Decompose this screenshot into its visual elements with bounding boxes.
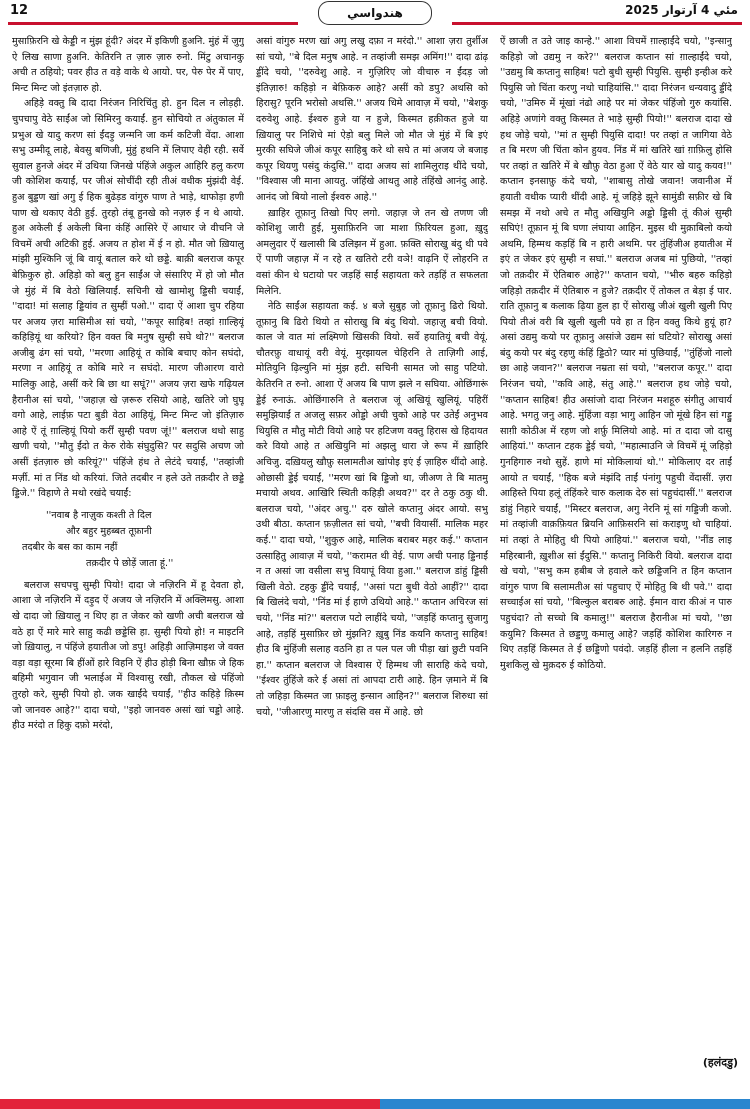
article-body bbox=[12, 34, 740, 1074]
poem-line: ''नवाब है नाज़ुक कश्ती ते दिल bbox=[46, 509, 152, 521]
header-rule-left bbox=[8, 22, 298, 25]
column-3 bbox=[500, 34, 732, 1074]
poem-line: तदबीर के बस का काम नहीं bbox=[22, 541, 118, 553]
paragraph: नेठि साईंअ सहायता कई. ४ बजे सुबुह जो तूफ़ानु ढिरो थियो. तूफ़ानु बि ढिरो थियो त सोराखु बि बंदु थियो. जहाज़ु बची वियो. काल जे वात मां लक्ष्मिणो खिसकी वियो. सर्वे हयातियूं बची वेयूं. चौतरफ़ु वाधायूं वरी वेयूं. मुरझायल चेहिरनि ते ताज़िगी आई, मोतियुनि ढ़िल्युनि मां मुंझ हटी. सचिनी सामत जो साहु पटियो. केतिरनि त रुनो. आशा ऐं अजय बि पाण झले न सघिया. ओछिंगारूं ड्डेई रुनाऊं. ओछिंगारुनि ते बलराज जूं अखियूं खुलियूं. पहिरीं समुझियाईं त अजलु सफ़र ओड्डो अची चुको आहे पर उतेईं अनुभव थियुसि त मौतु मोटी वियो आहे पर हटिजण वक्तु हिरास खे हिदायत करे वियो आहे त अखियुनि मां अझलु धारा जे रूप में ख़ाहिरि अचिजु. दख़ियलु खौफ़ु सलामतीअ खांपोइ इएं ई ज़ाहिरु थींदो आहे. ओछासी ड्डेई चयाईं, ''मरण खां बि ड्डिजो था, जीअण ते बि मातमु मचायो अथव. आखिरि स्थिती कहिड़ी अथव?'' दर ते ठकु ठकु थी. बलराज चयो, ''अंदर अचु.'' दरु खोले कप्तानु अंदर आयो. सभु उथी बीठा. कप्तान फ़ज़ीलत सां चयो, ''बची वियासीं. मालिक महर कई.'' दादा चयो, ''शुकुरु आहे, मालिक बराबर महर कई.'' कप्तान उत्साहितु आवाज़ में चयो, ''करामत थी वेई. पाण अची पनाह ड्डिनाईं न त असां जा वसीला सभु वियापूं विया हुआ.'' बलराज डांहुं ड्डिसी खिली वेठो. टहकु ड्डींदे चयाईं, ''असां पटा बुधी वेठो आहीं?'' दादा बि खिलंदे चयो, ''निंड मां ई हाणे उथियो आहे.'' कप्तान अचिरज सां चयो, ''निंड मां?'' बलराज पटो लाहींदे चयो, ''जड़हिं कप्तानु सुजागु आहे, तड़हिं मुसाफ़िर छो मुंझनि? ख़ुबु निंड कयनि कप्तानु साहिब! हीउ बि मुंहिंजी सलाह वठनि हा त पल पल जी पीड़ा खां छुटी पवनि हा.'' कप्तान बलराज जे विश्वास ऐं हिम्मथ जी साराहि कंदे चयो, ''ईश्वर तुंहिंजे करे ई असां तां आपदा टारी आहे. हिन ज़माने में बि तो जहिड़ा किस्मत जा फ़ाइलु इन्सान आहिन?'' बलराज शिरुधा सां चयो, ''जीआरणु मारणु त संदसि वस में आहे. छो bbox=[256, 301, 488, 718]
paragraph: बलराज सचपचु सुम्ही पियो! दादा जे नज़िरनि में हू देवता हो, आशा जे नज़िरनि में दड़ुद ऐं अजय जे नज़िरनि में अक्लिमसु. आशा खे दादा जो ख़ियालु न थिए हा त जेकर को खणी अची बलराज खे वठे हा ऐं मारे मारे साहु कढी छड्डेसि हा. सुम्ही पियो हो! न माइटनि जो ख़ियालु, न पंहिंजे हयातीअ जो डपु! अहिड़ी आज़िमाइश जे वक्त वड़ा वड़ा सूरमा बि हींओं हारे विहनि ऐं हीउ होड़ी बिना खौफ़ जे हिक बहिमी भगुवान जी भलाईअ में विश्वासु रखी, तौकल खे पंहिंजो तुरहो करे, सुम्ही पियो हो. जक खाईंदे चयाईं, ''हीउ कहिड़े क़िस्म जो जानवरु आहे?'' दादा चयो, ''इहो जानवरु असां खां चड्डो आहे. हीउ मरंदो त हिकु दफ़ो मरंदो, bbox=[12, 579, 244, 732]
poem-line: और बहुर मुहब्बत तूफ़ानी bbox=[66, 525, 152, 537]
poem-block bbox=[12, 508, 244, 572]
paragraph: ऐं छाजी त उते जाइ कान्हे.'' आशा विचमें ग़ाल्हाईंदे चयो, ''इन्सानु कहिड़ो जो उद्यमु न करे?'' बलराज कप्तान सां ग़ाल्हाईंदे चयो, ''उद्यमु बि कप्तानु साहिब! पटो बुधी सुम्ही पियुसि. सुम्ही इन्हीअ करे पियुसि जो चिंता करणु नथो चाहियांसि.'' दादा निरंजन धन्यवादु ड्डींदे चयो, ''उमिरु में मूंखां नंढो आहे पर मां जेकर पंहिंजो गुरु कयांसि. अहिड़े अणांगे वक्तु किस्मत ते भाड़े सुम्ही पियो!'' बलराज दादा खे हथ जोड़े चयो, ''मां त सुम्ही पियुसि दादा! पर तव्हां त जागिया वेठे त बि मरण जी चिंता कोन हुयव. निंड में मां खतिरे खां ग़ाफ़िलु होसि पर तव्हां त खतिरे में बे खौफ़ु वेठा हुआ ऐं वेठे यार खे यादु कयव!'' कप्तान इनसाफ़ु कंदे चयो, ''शाबासु तोखे जवान! जवानीअ में हयाती वधीक प्यारी थींदी आहे. मूं जहिड़े झूने सामुंडी सफ़ीर खे बि समझ में नथो अचे त मौतु अखियुनि अड्डो ड्डिसी तूं कीअं सुम्ही सघिएं! तूफ़ान मूं बि घणा लंघाया आहिन. मुइस थी मुक़ाबिलो कयो अथमि, हिम्मथ कड़हिं बि न हारी अथमि. पर तुंहिंजीअ हयातीअ में इएं त जेकर इएं सुम्ही न सघां.'' बलराज अजब मां पुछियो, ''तव्हां जो तक़दीर में ऐतिबारु आहे?'' कप्तान चयो, ''भीरु बहरु कहिड़ो जहिड़ो तक़दीर में ऐतिबारु न हुजे? तक़दीर ऐं तोकल त बेड़ा ई पार. राति तूफ़ानु ब कलाक ढ़िया हुल हा ऐं सोराखु जीअं खुली खुली पिए पियो तीअं वरी बि खुली खुली पवे हा त हिन वक्तु किथे हुयूं हा? असां उद्यमु कयो पर तूफ़ानु असांजे उद्यम सां घटियो? सोराखु असां बंदु कयो पर बंदु रहणु कंहिं ड्डिठो? प्यार मां पुछियाईं, ''तुंहिंजो नालो छा आहे जवान?'' बलराज नम्रता सां चयो, ''बलराज कपूर.'' दादा निरंजन चयो, ''कवि आहे, संतु आहे.'' बलराज हथ जोड़े चयो, ''कप्तान साहिब! हीउ असांजो दादा निरंजन मशहूरु संगीतु आचार्य आहे. भगतु जनु आहे. मुंहिंजा वड़ा भागु आहिन जो मूंखे हिन सां गड्डु साग़ी कोठीअ में रहण जो शर्फ़ु मिलियो आहे. मां त दादा जो दासु आहियां.'' कप्तान टहक ड्डेई चयो, ''महात्माउनि जे विचमें मूं जहिड़ो गुनहिगारु नथो सुहें. हाणे मां मोकिलायां थो.'' मोकिलाए दर ताईं आयो त चयाईं, ''हिक बजे मंझंदि ताईं पंनांगु पहुची वेंदासीं. ज़रा आहिस्ते पिया हलूं तंहिंकरे चारु कलाक देरु सां पहुचंदासीं.'' बलराज डांहुं निहारे चयाईं, ''मिस्टर बलराज, अगु नेरनि मूं सां गड्डिजी कजो. मां तव्हांजी वाक़फ़ियत ब्रियनि आफ़िसरनि सां कराइणु थो चाहियां. मां तव्हां ते मोहितु थी पियो आहियां.'' बलराज चयो, ''नींड लाइ महिरबानी, ख़ुशीअ सां ईंदुसि.'' कप्तानु निकिरी वियो. बलराज दादा खे चयो, ''सभु कम हबीब जे हवाले करे छड्डिजनि त हिन कप्तान वांगुरु पाण बि सलामतीअ सां पहुचाए ऐं मोहितु बि थी पवे.'' दादा सच्चाईअ सां चयो, ''बिल्कुल बराबरु आहे. ईमान वारा कीअं न पारु पहुचंदा? तो सच्चो बि कमालु!'' बलराज हैरानीअ मां चयो, ''छा कयुमि? किस्मत ते छड्डणु कमालु आहे? जड़हिं कोशिश कारिगरु न थिए तड़हिं किस्मत ते ई छड्डिणो पवंदो. जड़हिं हीला न हलनि तड़हिं मुशकिलु खे मुक़दरु ई कोठियो. bbox=[500, 36, 732, 671]
header-rule-right bbox=[452, 22, 742, 25]
paragraph: अहिड़े वक्तु बि दादा निरंजन निरिचिंतु हो. हुन दिल न लोड़ही. चुपचापु वेठे साईंअ जो सिमिरनु कयाईं. हुन सोचियो त अंतुकाल में प्रभुअ खे यादु करण सां ईंदड़ु जन्मनि जा कर्म कटिजी वेंदा. आशा सभु उम्मीदू लाहे, बेवसु बणिजी, मुंहुं हथनि में लिपाए वेही रही. सर्वे सुवाल हुनजे अंदर में उथिया जिनखे पंहिंजे अकुल आहिरि हलु करण जी कोशिश कयाईं, पर जीअं सोचींदी रही तीअं वधीक मुंझंदी वेई. हुअ बुड्डण खां अगु ई हिक बुढेड़ड वांगुरु पाण ते भाड़े, थाफोड़ा हणी पाण खे थकाए वेठी हुई. तुरहो तंबू हुनखे को नज़रु ई न थे आयो. हुअ अकेली ई अकेली बिना कंहिं आसिरे ऐं आधार जे वीचनि जे विचमें अची अटिकी हुई. अजय त होश में ई न हो. मौत जो ख़ियालु मांझी मुश्किनि जूं बि वायूं बताल करे थो छड्डे. बाक़ी बलराज कपूर बेफ़िकुरु हो. अहिड़ो को बलु हुन साईंअ जे संसारिए में हो जो मौत जे मुंहं में बि वेठो खिलियाईं. सचिनी खे खामोशु ड्डिसी चयाईं, ''दादा! मां सलाह ड्डियांव त सुम्हीं पओ.'' दादा ऐं आशा चुप रहिया पर अजय ज़रा मासिमीअ सां चयो, ''कपूर साहिब! तव्हां ग़ाल्हियूं कहिड़ियूं था करियो? हिन वक्त बि मनुष सुम्ही सघे थो?'' बलराज अजीबु ढंग सां चयो, ''मरणा आहियूं त कोबि बचाए कोन सघंदो, मरणा न आहियूं त कोबि मारे न सघंदो. मारण जीआरण वारो मालिकु आहे, असीं करे बि छा था सघूं?'' अजय ज़रा खफे गढ़ियल हैरानीअ सां चयो, ''जहाज़ खे ज़रूरु रसियो आहे, खतिरे जो घुघू वगो आहे, लाईफ़ पटा बुडी वेठा आहियूं, मिन्ट मिन्ट जो इंतिज़ारु आहे ऐं तूं ग़ाल्हियूं पियो कर्रीं सुम्ही पवण जूं!'' बलराज थधो साहु खणी चयो, ''मौतु ईंदो त केरु रोके संघुदुसि? पर सदुसि अचण जो असीं इंतज़ारु छो करियूं?'' पंहिंजे हंध ते लेटंदे चयाईं, ''तव्हांजी मर्ज़ी. मां त निंड थो करियां. जिते तदबीर न हले उते तक़दीर ते छड्डे ड्डिजे.'' विहाणे ते मथो रखंदे चयाईं: bbox=[12, 98, 244, 500]
page-number: 12 bbox=[10, 3, 29, 18]
footer-bar-blue bbox=[380, 1099, 750, 1109]
poem-line: तक़दीर पे छोड़ें जाता हूं.'' bbox=[86, 557, 174, 569]
newspaper-logo: هندواسي bbox=[318, 1, 432, 25]
column-2 bbox=[256, 34, 488, 1074]
column-1 bbox=[12, 34, 244, 1074]
continued-marker: (हलंदडु) bbox=[702, 1056, 738, 1069]
page-header bbox=[0, 0, 750, 30]
paragraph: मुसाफ़िरनि खे केड्डी न मुंझ हूंदी? अंदर में इकिणी हुअनि. मुंहं में जुगु ऐ लिख साणा हुअनि. केतिरनि त ज़ारु ज़ारु रुनो. मिंटु अचानकु अची त ठहियो; पवर हीउ त वड़े वाके थे आयो. पर, पेरु पेर में पाए, मिन्ट मिन्ट जो इंतज़ारु हो. bbox=[12, 36, 244, 94]
paragraph: असां वांगुरु मरण खां अगु लखु दफ़ा न मरंदो.'' आशा ज़रा तुर्शीअ सां चयो, ''बे दिल मनुष आहे. न तव्हांजी समझ अमिंग!'' दादा ढांढ़ ड्डींदे चयो, ''दरुवेशु आहे. न गुज़िरिए जो वीचारु न ईंदड़ जो इंतिज़ारु! कहिड़ो न बेफ़िकरु आहे? असीं को डपु? अथसि को हिरासु? पूरनि भरोसो अथसि.'' अजय धिमे आवाज़ में चयो, ''बेशकु दरुवेशु आहे. ईश्वरु हुजे या न हुजे, किस्मत हक़ीकत हुजे या ख़ियालु पर निशिचे मां ऐड़ो बलु मिले जो मौत जे मुंहं में बि इएं मुरकी सघिजे जीअं कपूर साहिबु करे थो सघे त मां अजय जे बजाइ कपूर थियणु पसंदु कंदुसि.'' दादा अजय सां शामिलुराइ थींदे चयो, ''विश्वास जी माना आयतु. जंहिंखे आथतु आहे तंहिंखे आनंदु आहे. आनंद जो बियो नालो ईश्वरु आहे.'' bbox=[256, 36, 488, 203]
paragraph: ख़ाहिर तूफ़ानु तिखो पिए लगो. जहाज़ जे तन खे तणण जी कोशिशु जारी हुई, मुसाफ़िरनि जा माशा फ़िरियल हुआ, ख़ुदु अमलुदार ऐं खलासी बि उलिझन में हुआ. फ़क्ति सोराखु बंदु थी पवे ऐं पाणी जहाज़ में न रहे त खतिरो टरी वञे! वाढ़नि ऐं लोहरनि त वसां कीन थे घटायो पर जड़हिं साईं सहायता करे तड़हिं त सफलता मिलेनि. bbox=[256, 207, 488, 297]
issue-date: 2025 مئي 4 آرتوار bbox=[625, 3, 738, 17]
footer-bar-red bbox=[0, 1099, 380, 1109]
